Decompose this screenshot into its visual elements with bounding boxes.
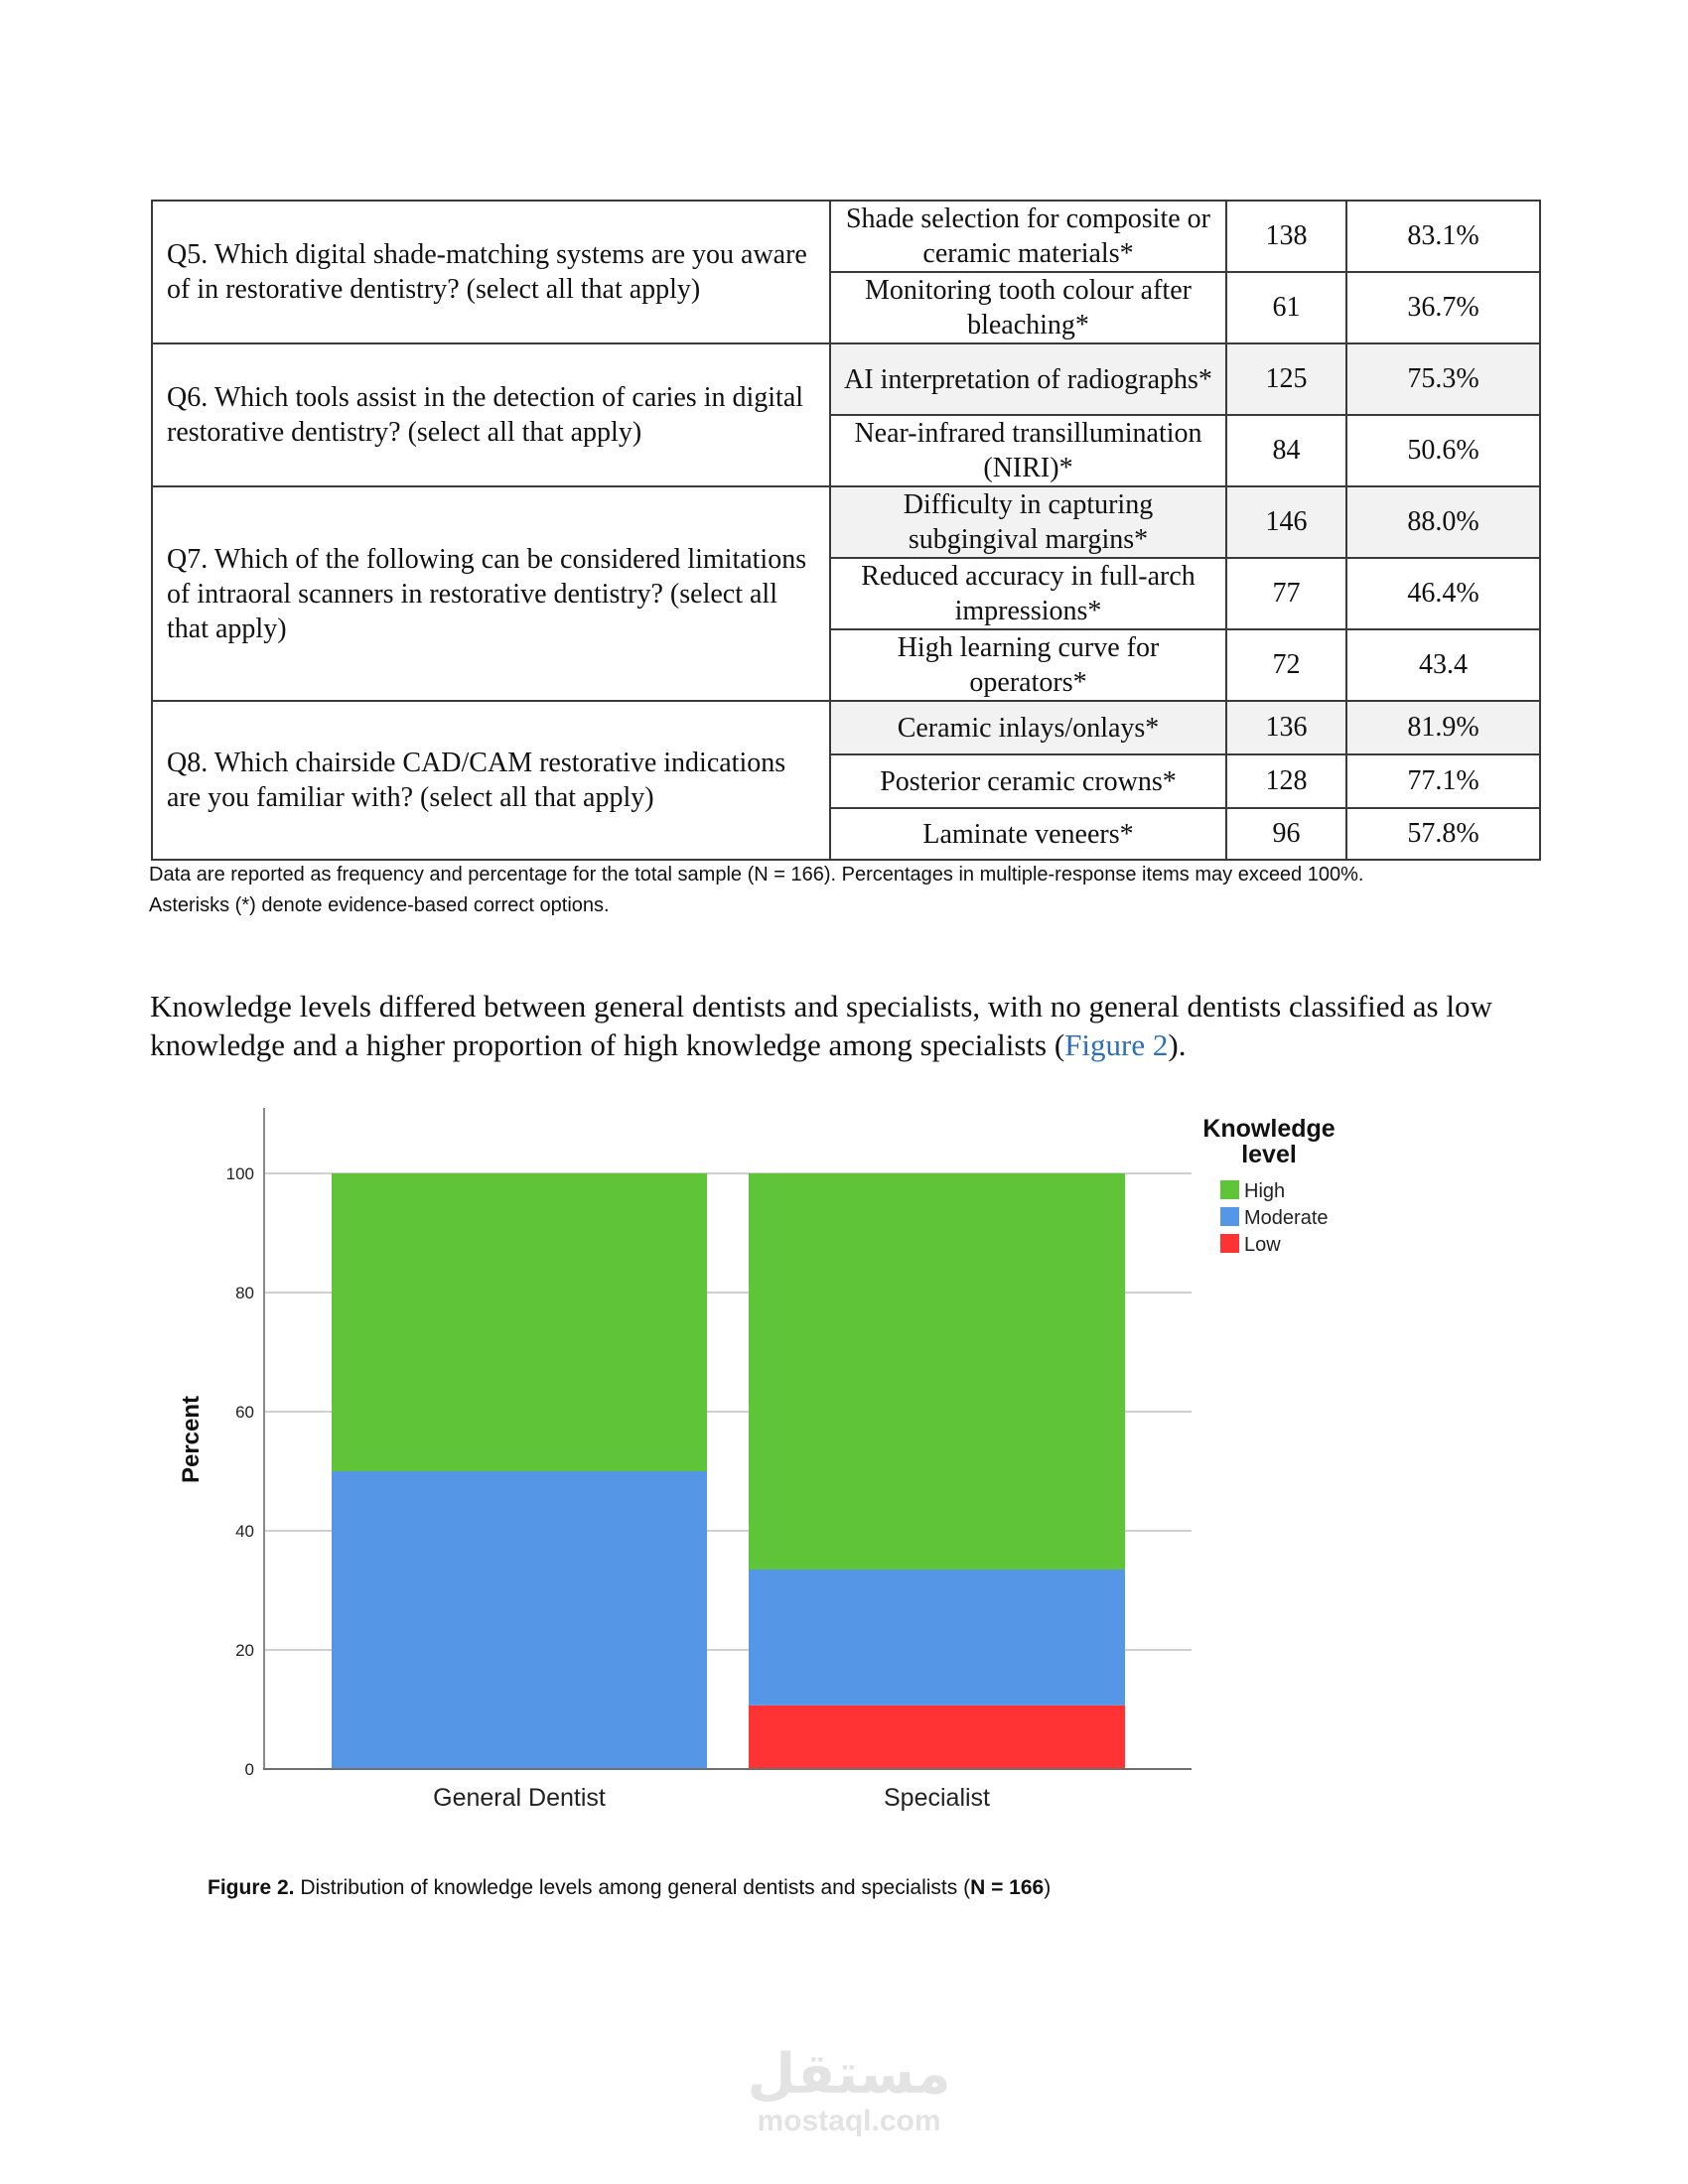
legend-swatch-moderate	[1220, 1207, 1239, 1226]
y-tick-label: 60	[235, 1403, 254, 1422]
frequency-cell: 146	[1226, 486, 1346, 558]
paragraph-text-end: ).	[1168, 1027, 1187, 1062]
legend-label: Low	[1244, 1234, 1281, 1256]
y-tick-labels	[226, 1164, 254, 1779]
option-cell: Laminate veneers*	[830, 808, 1226, 860]
x-category-label: General Dentist	[433, 1784, 606, 1812]
option-cell: Posterior ceramic crowns*	[830, 754, 1226, 808]
bar-segment-moderate	[749, 1570, 1125, 1706]
percentage-cell: 81.9%	[1346, 701, 1540, 754]
option-cell: Monitoring tooth colour after bleaching*	[830, 272, 1226, 343]
percentage-cell: 50.6%	[1346, 415, 1540, 486]
question-q6: Q6. Which tools assist in the detection of caries in digital restorative dentistry? (select all that apply)	[152, 343, 830, 486]
percentage-cell: 83.1%	[1346, 201, 1540, 272]
y-tick-label: 100	[225, 1164, 254, 1183]
footnote-line-1: Data are reported as frequency and percentage for the total sample (N = 166). Percentages in multiple-response items may exceed 100%.	[149, 864, 1364, 886]
bar-segment-low	[749, 1706, 1125, 1769]
question-q7: Q7. Which of the following can be considered limitations of intraoral scanners in restorative dentistry? (select all that apply)	[152, 486, 830, 701]
question-q5: Q5. Which digital shade-matching systems are you aware of in restorative dentistry? (select all that apply)	[152, 201, 830, 343]
footnote-line-2: Asterisks (*) denote evidence-based correct options.	[149, 894, 610, 916]
figure-caption	[208, 1876, 1498, 1900]
watermark-arabic: مستقل	[747, 2042, 951, 2107]
legend-swatch-low	[1220, 1234, 1239, 1253]
percentage-cell: 75.3%	[1346, 343, 1540, 415]
percentage-cell: 77.1%	[1346, 754, 1540, 808]
y-tick-label: 20	[235, 1641, 254, 1660]
figure-2-link[interactable]: Figure 2	[1064, 1027, 1169, 1062]
option-cell: Difficulty in capturing subgingival margins*	[830, 486, 1226, 558]
y-tick-label: 40	[235, 1522, 254, 1541]
mostaql-watermark	[735, 2042, 963, 2138]
bar-segment-high	[749, 1173, 1125, 1570]
legend-title-line-2: level	[1241, 1141, 1297, 1168]
figure-label: Figure 2.	[208, 1876, 295, 1899]
legend-title-line-1: Knowledge	[1202, 1115, 1336, 1143]
bars	[332, 1173, 1125, 1769]
option-cell: Shade selection for composite or ceramic materials*	[830, 201, 1226, 272]
percentage-cell: 36.7%	[1346, 272, 1540, 343]
x-category-label: Specialist	[884, 1784, 990, 1812]
percentage-cell: 43.4	[1346, 629, 1540, 701]
frequency-cell: 84	[1226, 415, 1346, 486]
question-q8: Q8. Which chairside CAD/CAM restorative indications are you familiar with? (select all that apply)	[152, 701, 830, 860]
percentage-cell: 57.8%	[1346, 808, 1540, 860]
caption-text: Distribution of knowledge levels among general dentists and specialists (	[294, 1876, 971, 1899]
option-cell: Ceramic inlays/onlays*	[830, 701, 1226, 754]
legend-label: High	[1244, 1180, 1286, 1202]
legend	[1202, 1115, 1335, 1256]
frequency-cell: 61	[1226, 272, 1346, 343]
option-cell: High learning curve for operators*	[830, 629, 1226, 701]
frequency-cell: 136	[1226, 701, 1346, 754]
y-tick-label: 80	[235, 1284, 254, 1302]
bar-segment-high	[332, 1173, 707, 1471]
x-category-labels	[433, 1784, 990, 1812]
option-cell: AI interpretation of radiographs*	[830, 343, 1226, 415]
frequency-cell: 125	[1226, 343, 1346, 415]
y-axis-label: Percent	[178, 1395, 205, 1484]
frequency-cell: 96	[1226, 808, 1346, 860]
percentage-cell: 88.0%	[1346, 486, 1540, 558]
legend-label: Moderate	[1244, 1207, 1329, 1229]
y-tick-label: 0	[244, 1760, 254, 1779]
legend-swatch-high	[1220, 1180, 1239, 1199]
watermark-latin: mostaql.com	[757, 2105, 941, 2137]
legend-items	[1220, 1180, 1329, 1256]
option-cell: Near-infrared transillumination (NIRI)*	[830, 415, 1226, 486]
option-cell: Reduced accuracy in full-arch impressions*	[830, 558, 1226, 629]
caption-sample-size: N = 166	[970, 1876, 1045, 1899]
frequency-cell: 77	[1226, 558, 1346, 629]
frequency-cell: 128	[1226, 754, 1346, 808]
bar-segment-moderate	[332, 1471, 707, 1769]
paragraph-text: Knowledge levels differed between general dentists and specialists, with no general dentists classified as low knowledge and a higher proportion of high knowledge among specialists (	[150, 989, 1492, 1062]
percentage-cell: 46.4%	[1346, 558, 1540, 629]
frequency-cell: 72	[1226, 629, 1346, 701]
caption-end: )	[1044, 1876, 1052, 1899]
frequency-cell: 138	[1226, 201, 1346, 272]
